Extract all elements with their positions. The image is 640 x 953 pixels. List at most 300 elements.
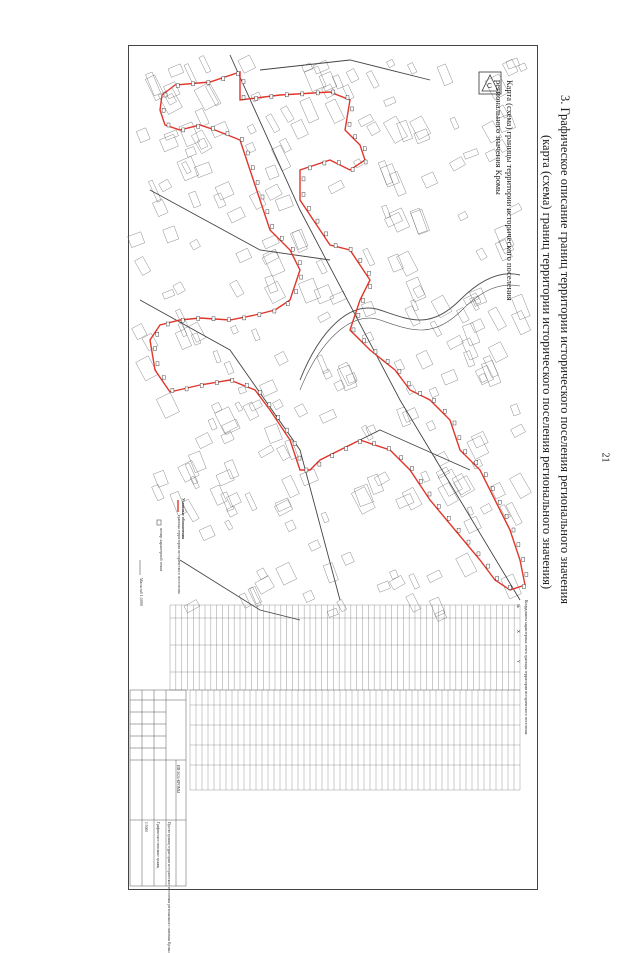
point-marker [181, 318, 184, 322]
building-block [135, 257, 151, 276]
building-block [480, 503, 492, 514]
point-marker [277, 415, 280, 419]
point-marker [222, 77, 225, 81]
point-marker [373, 442, 376, 446]
point-marker [227, 318, 230, 322]
building-block [184, 600, 200, 613]
building-block [389, 171, 406, 196]
building-block [406, 594, 421, 613]
point-marker [411, 467, 414, 471]
building-block [407, 63, 417, 75]
point-marker [467, 540, 470, 544]
building-block [456, 553, 477, 577]
point-marker [346, 96, 349, 100]
point-marker [255, 96, 258, 100]
building-block [321, 512, 329, 523]
point-marker [354, 135, 357, 139]
building-block [511, 424, 526, 437]
building-block [413, 285, 425, 298]
point-marker [374, 350, 377, 354]
building-block [462, 323, 480, 346]
building-block [210, 485, 227, 505]
building-block [406, 277, 426, 302]
building-block [366, 71, 379, 89]
coordinates-col-y: Y [516, 660, 521, 663]
point-marker [251, 166, 254, 170]
building-block [358, 114, 374, 127]
stamp-sheet-title: Графическое описание границ [156, 822, 160, 869]
building-block [227, 506, 238, 517]
building-block [337, 365, 357, 391]
building-block [175, 329, 191, 349]
point-marker [368, 271, 371, 275]
building-block [199, 525, 215, 540]
building-block [510, 473, 532, 499]
coordinates-col-no: № [516, 604, 521, 608]
building-block [323, 369, 333, 379]
building-block [152, 484, 164, 500]
building-block [429, 387, 439, 398]
point-marker [245, 383, 248, 387]
point-marker [226, 132, 229, 136]
building-block [386, 59, 394, 67]
building-block [450, 117, 459, 129]
stamp-doc-code: ИП-2024-КРОМЫ [176, 765, 180, 794]
building-block [367, 122, 381, 136]
building-block [447, 335, 464, 349]
point-marker [242, 80, 245, 84]
point-marker [271, 224, 274, 228]
building-block [184, 64, 197, 84]
building-block [208, 418, 217, 430]
building-block [502, 59, 518, 76]
building-block [341, 552, 354, 565]
point-marker [192, 82, 195, 86]
building-block [163, 226, 179, 243]
building-block [294, 404, 307, 418]
point-marker [302, 192, 305, 196]
legend-item-point: номер характерной точки [159, 528, 164, 572]
building-block [191, 130, 212, 154]
point-marker [305, 468, 308, 472]
building-block [274, 351, 288, 365]
building-block [280, 106, 294, 123]
point-marker [359, 258, 362, 262]
building-block [190, 239, 201, 250]
building-block [224, 361, 234, 374]
building-block [410, 208, 427, 234]
building-block [277, 445, 291, 461]
building-block [279, 138, 291, 152]
point-marker [505, 514, 508, 518]
point-marker [522, 557, 525, 561]
building-block [384, 97, 396, 107]
building-block [215, 182, 234, 200]
point-marker [475, 461, 478, 465]
building-block [402, 408, 418, 423]
building-block [159, 179, 172, 192]
building-block [152, 199, 168, 217]
point-marker [477, 552, 480, 556]
building-block [266, 114, 280, 133]
building-block [158, 88, 182, 115]
building-block [227, 493, 242, 507]
legend-title: Условные обозначения [181, 498, 186, 540]
point-marker [345, 447, 348, 451]
point-marker [419, 391, 422, 395]
building-block [396, 251, 418, 276]
building-block [136, 128, 150, 143]
building-block [182, 161, 192, 173]
building-block [383, 116, 407, 143]
building-block [304, 66, 326, 91]
building-block [178, 460, 199, 482]
building-block [308, 540, 320, 551]
building-block [411, 300, 419, 311]
building-block [156, 393, 179, 419]
point-marker [386, 359, 389, 363]
stamp-scale: 1:5000 [144, 822, 148, 832]
building-block [178, 323, 187, 337]
point-marker [351, 168, 354, 172]
building-block [506, 58, 520, 69]
building-block [272, 399, 283, 410]
legend-item-boundary: граница территории исторического поселения [177, 515, 182, 594]
building-block [374, 472, 389, 486]
building-block [416, 350, 433, 369]
point-marker [316, 219, 319, 223]
building-block [215, 407, 239, 434]
building-block [351, 487, 375, 515]
building-block [199, 56, 211, 74]
building-block [213, 351, 221, 363]
building-block [414, 129, 430, 144]
building-block [410, 116, 431, 140]
building-block [332, 75, 343, 89]
point-marker [162, 108, 165, 112]
point-marker [300, 275, 303, 279]
building-block [456, 307, 469, 323]
point-marker [525, 573, 528, 577]
point-marker [242, 95, 245, 99]
building-block [471, 431, 488, 448]
point-marker [164, 93, 167, 97]
svg-text:С: С [487, 83, 493, 90]
building-block [426, 421, 436, 431]
point-marker [176, 84, 179, 88]
river-bank [300, 285, 520, 390]
point-marker [447, 516, 450, 520]
building-block [251, 329, 260, 341]
point-marker [156, 362, 159, 366]
building-block [327, 608, 338, 617]
building-block [402, 487, 422, 510]
point-marker [496, 577, 499, 581]
building-block [168, 64, 184, 77]
building-block [227, 207, 245, 223]
point-marker [318, 462, 321, 466]
building-block [238, 55, 256, 73]
point-marker [162, 376, 165, 380]
point-marker [357, 313, 360, 317]
building-block [319, 409, 336, 423]
building-block [475, 365, 494, 385]
heading-line-2: (карта (схема) границ территории исторического поселения регионального значения) [540, 135, 554, 590]
building-block [128, 232, 145, 248]
point-marker [351, 107, 354, 111]
building-block [153, 470, 168, 487]
building-block [346, 69, 359, 83]
point-marker [237, 72, 240, 76]
building-block [458, 211, 468, 220]
point-marker [268, 403, 271, 407]
point-marker [246, 151, 249, 155]
building-block [132, 324, 148, 340]
building-block [377, 581, 390, 592]
point-marker [331, 454, 334, 458]
building-block [300, 97, 319, 123]
building-block [518, 63, 527, 72]
point-marker [197, 317, 200, 321]
point-marker [286, 302, 289, 306]
building-block [382, 205, 391, 218]
building-block [510, 404, 520, 416]
point-marker [437, 504, 440, 508]
building-block [221, 431, 234, 444]
building-block [363, 248, 375, 266]
building-block [421, 172, 437, 188]
point-marker [364, 160, 367, 164]
characteristic-points [153, 72, 528, 590]
point-marker [349, 247, 352, 251]
point-marker [243, 316, 246, 320]
building-block [384, 212, 402, 227]
building-block [429, 597, 445, 617]
point-marker [285, 93, 288, 97]
building-block [211, 402, 221, 413]
main-roads [140, 55, 520, 620]
point-marker [215, 381, 218, 385]
building-block [282, 475, 300, 497]
building-block [276, 562, 297, 585]
building-block [255, 576, 275, 595]
building-block [389, 208, 410, 232]
point-marker [166, 322, 169, 326]
point-marker [212, 317, 215, 321]
coordinates-table [170, 605, 520, 790]
point-marker [400, 456, 403, 460]
point-marker [185, 387, 188, 391]
point-marker [171, 388, 174, 392]
point-marker [332, 90, 335, 94]
building-block [265, 165, 279, 180]
building-block [354, 484, 374, 506]
building-block [397, 407, 411, 427]
building-block [317, 355, 329, 374]
building-block [463, 149, 478, 160]
building-block [483, 356, 498, 378]
building-block [188, 191, 200, 208]
building-block [435, 610, 447, 621]
point-marker [363, 339, 366, 343]
point-marker [259, 390, 262, 394]
building-block [185, 147, 196, 158]
building-block [195, 433, 212, 449]
point-marker [302, 177, 305, 181]
building-block [470, 319, 485, 333]
building-block [488, 307, 507, 330]
page-number: 21 [599, 452, 611, 463]
building-block [303, 590, 315, 602]
building-block [334, 380, 345, 391]
building-block [243, 402, 259, 421]
coordinates-col-x: X [516, 630, 521, 633]
building-block [298, 278, 320, 303]
point-marker [273, 309, 276, 313]
point-marker [308, 166, 311, 170]
point-marker [316, 91, 319, 95]
point-marker [261, 195, 264, 199]
point-marker [352, 328, 355, 332]
point-marker [491, 487, 494, 491]
point-marker [298, 261, 301, 265]
building-block [265, 184, 282, 200]
point-marker [443, 409, 446, 413]
map-title [493, 80, 515, 301]
point-marker [522, 585, 525, 589]
building-block [390, 570, 399, 580]
building-block [316, 260, 327, 275]
building-block [224, 460, 239, 479]
point-marker [512, 528, 515, 532]
building-block [441, 369, 458, 385]
building-block [272, 145, 291, 171]
building-block [162, 289, 175, 299]
point-marker [258, 313, 261, 317]
point-marker [517, 543, 520, 547]
point-marker [508, 586, 511, 590]
building-block [318, 312, 331, 323]
point-marker [458, 436, 461, 440]
point-marker [334, 244, 337, 248]
building-block [325, 99, 345, 123]
stamp-project: Проект границ территории исторического поселения регионального значения Кромы [167, 822, 171, 953]
coordinates-table-title: Координаты характерных точек границы территории исторического поселения [524, 600, 529, 735]
point-marker [266, 210, 269, 214]
point-marker [398, 369, 401, 373]
building-block [328, 180, 344, 194]
building-block [235, 402, 243, 412]
building-block [148, 180, 161, 202]
building-block [225, 520, 233, 530]
building-block [437, 64, 453, 86]
point-marker [325, 232, 328, 236]
point-marker [301, 92, 304, 96]
building-block [264, 424, 282, 444]
point-marker [293, 441, 296, 445]
building-block [177, 156, 199, 181]
building-block [194, 162, 212, 178]
point-marker [285, 428, 288, 432]
building-block [188, 451, 206, 473]
point-marker [280, 236, 283, 240]
building-block [195, 108, 209, 126]
building-block [427, 570, 443, 583]
building-block [337, 600, 347, 612]
building-block [264, 281, 285, 304]
river [300, 274, 520, 380]
building-block [247, 124, 256, 134]
point-marker [432, 398, 435, 402]
point-marker [358, 440, 361, 444]
point-marker [388, 447, 391, 451]
point-marker [167, 123, 170, 127]
point-marker [182, 128, 185, 132]
point-marker [369, 285, 372, 289]
point-marker [156, 332, 159, 336]
building-block [216, 469, 234, 486]
point-marker [348, 122, 351, 126]
point-marker [362, 299, 365, 303]
point-marker [240, 137, 243, 141]
point-marker [212, 126, 215, 130]
building-block [511, 311, 530, 335]
point-marker [498, 500, 501, 504]
building-block [214, 193, 226, 208]
point-marker [487, 564, 490, 568]
building-block [462, 338, 479, 360]
building-block [366, 425, 377, 436]
building-block [506, 502, 522, 525]
point-marker [308, 206, 311, 210]
point-marker [298, 456, 301, 460]
building-block [257, 568, 268, 580]
building-block [236, 248, 252, 263]
map-title-line-2: регионального значения Кромы [494, 80, 504, 195]
point-marker [337, 161, 340, 165]
building-block [476, 248, 487, 261]
building-block [285, 520, 296, 532]
point-marker [270, 95, 273, 99]
building-block [275, 195, 293, 211]
building-block [194, 83, 219, 111]
point-marker [419, 479, 422, 483]
point-marker [153, 347, 156, 351]
building-block [245, 493, 257, 511]
point-marker [464, 450, 467, 454]
point-marker [207, 80, 210, 84]
point-marker [484, 473, 487, 477]
point-marker [200, 383, 203, 387]
building-block [230, 280, 244, 297]
building-block [173, 282, 186, 295]
building-block [230, 325, 238, 334]
building-block [361, 301, 375, 317]
point-marker [453, 421, 456, 425]
point-marker [291, 247, 294, 251]
building-block [291, 119, 309, 139]
building-block [259, 380, 277, 397]
point-marker [231, 378, 234, 382]
legend-item-scale: Масштаб 1:5000 [139, 578, 144, 606]
building-block [409, 574, 420, 590]
point-marker [295, 290, 298, 294]
building-block [449, 157, 465, 172]
point-marker [363, 147, 366, 151]
building-block [435, 451, 450, 466]
point-marker [457, 528, 460, 532]
building-block [396, 494, 414, 509]
